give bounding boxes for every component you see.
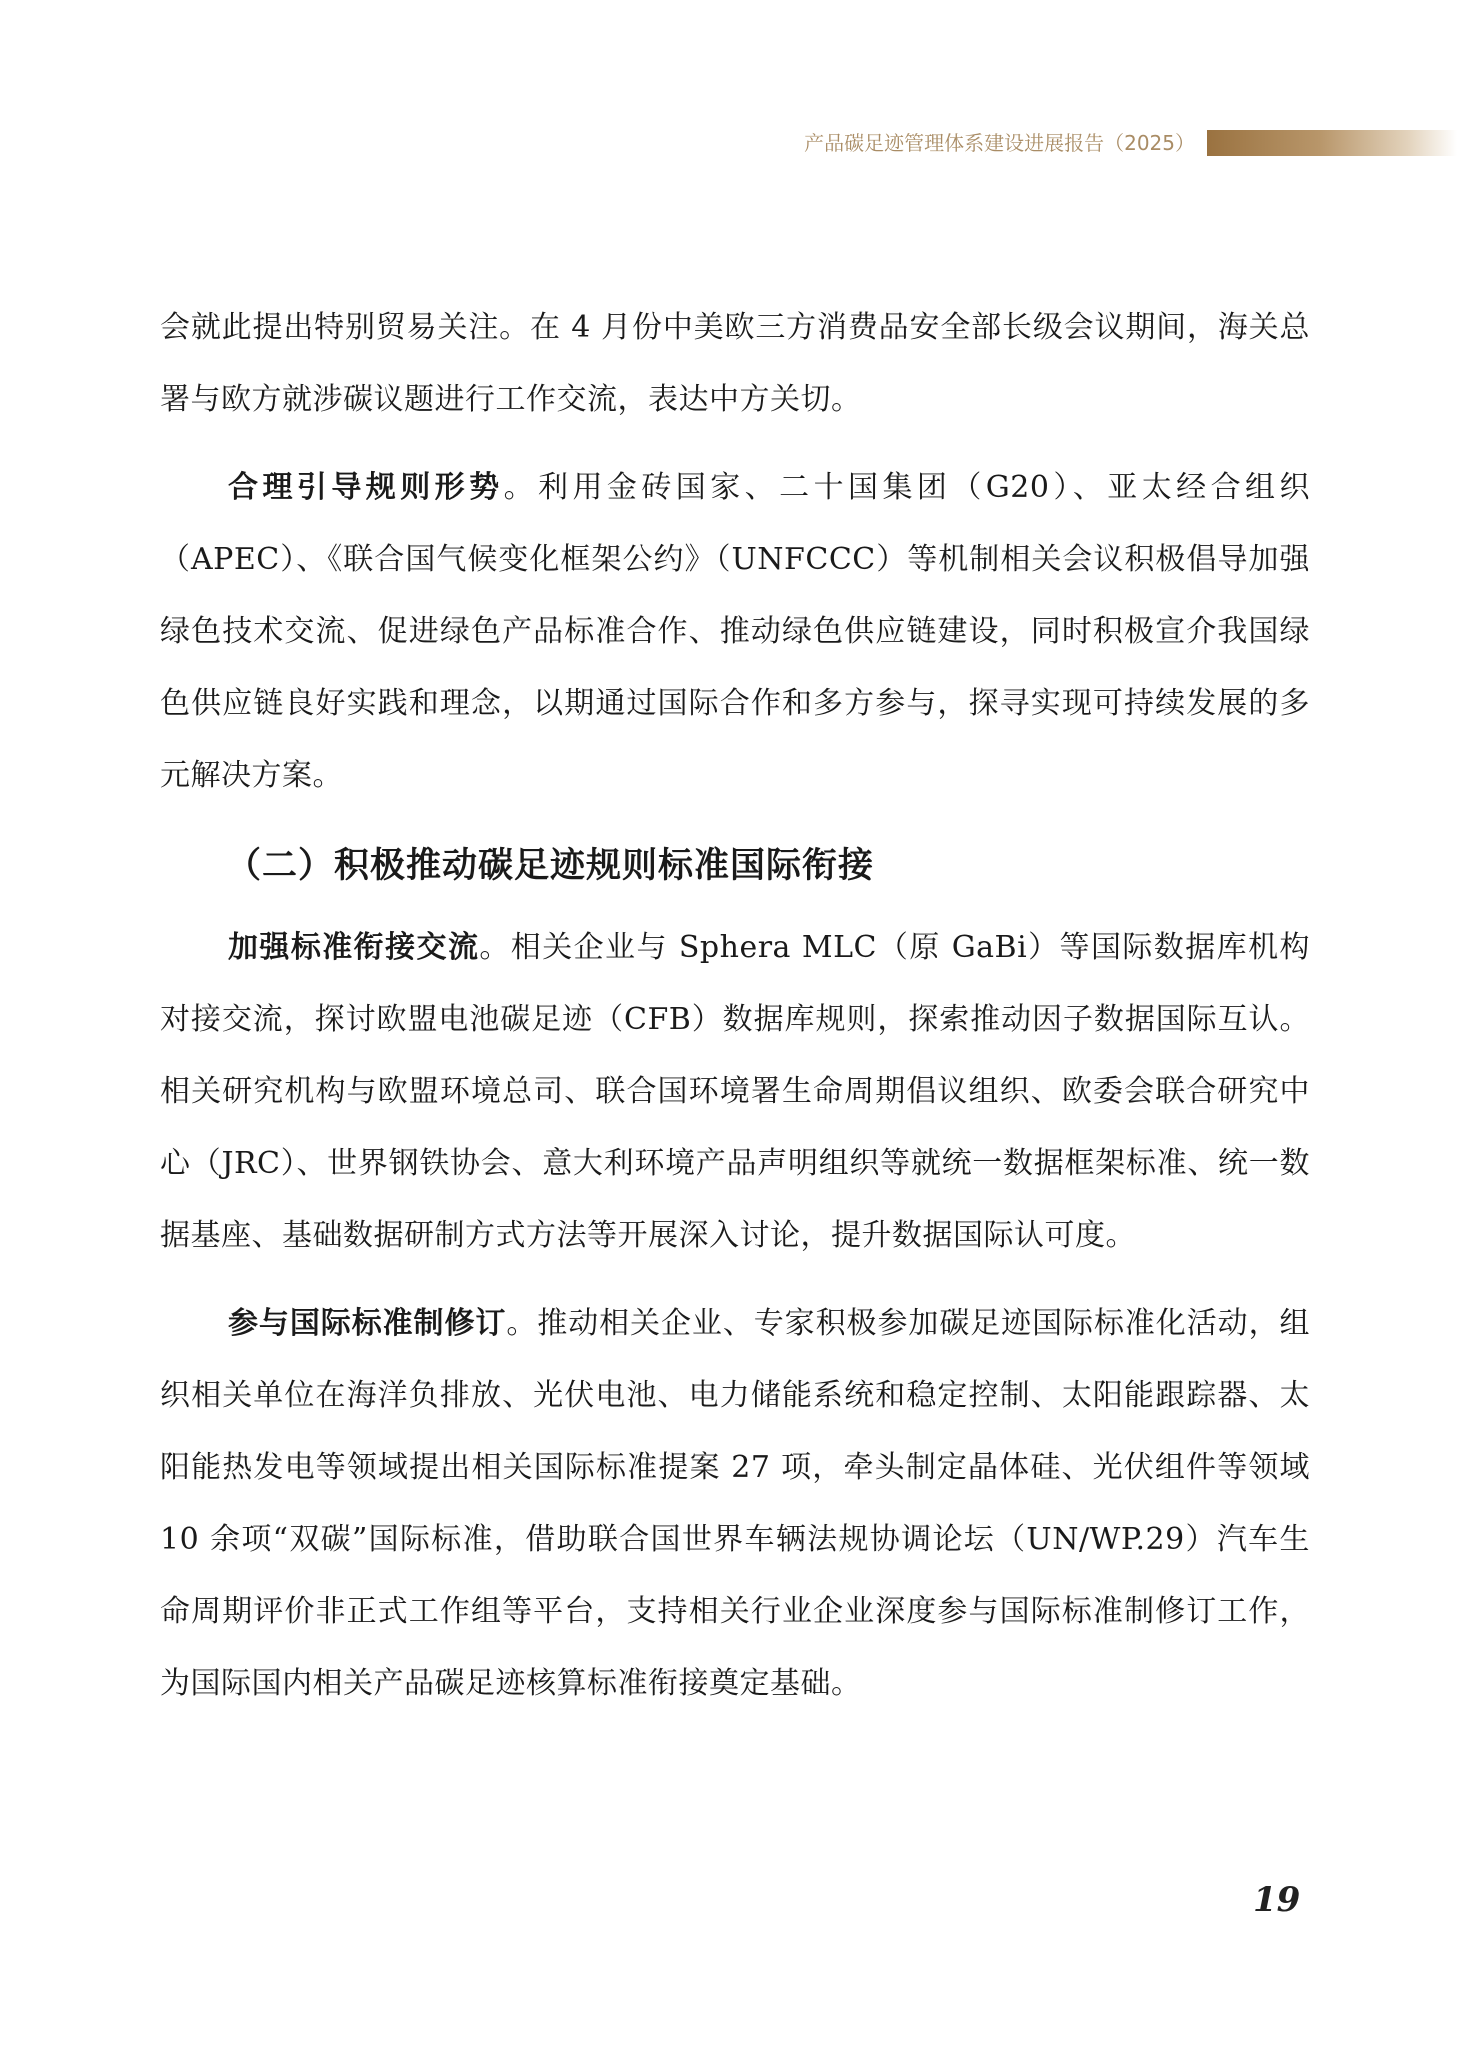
paragraph-lead-heading: 参与国际标准制修订 — [228, 1306, 507, 1341]
header-decorative-bar — [1207, 130, 1457, 156]
paragraph-text: 。相关企业与 Sphera MLC（原 GaBi）等国际数据库机构对接交流，探讨欧盟电池碳足迹（CFB）数据库规则，探索推动因子数据国际互认。相关研究机构与欧盟环境总司、联合国环境署生命周期倡议组织、欧委会联合研究中心（JRC）、世界钢铁协会、意大利环境产品声明组织等就统一数据框架标准、统一数据基座、基础数据研制方式方法等开展深入讨论，提升数据国际认可度。 — [160, 930, 1310, 1253]
paragraph-text: 。推动相关企业、专家积极参加碳足迹国际标准化活动，组织相关单位在海洋负排放、光伏电池、电力储能系统和稳定控制、太阳能跟踪器、太阳能热发电等领域提出相关国际标准提案 27 项，牵头制定晶体硅、光伏组件等领域 10 余项“双碳”国际标准，借助联合国世界车辆法规协调论坛（UN/WP.29）汽车生命周期评价非正式工作组等平台，支持相关行业企业深度参与国际标准制修订工作，为国际国内相关产品碳足迹核算标准衔接奠定基础。 — [160, 1306, 1311, 1701]
paragraph-text: 。利用金砖国家、二十国集团（G20）、亚太经合组织（APEC）、《联合国气候变化框架公约》（UNFCCC）等机制相关会议积极倡导加强绿色技术交流、促进绿色产品标准合作、推动绿色供应链建设，同时积极宣介我国绿色供应链良好实践和理念，以期通过国际合作和多方参与，探寻实现可持续发展的多元解决方案。 — [160, 470, 1310, 793]
paragraph-standards-exchange — [160, 912, 1310, 1272]
page-number: 19 — [1253, 1880, 1301, 1920]
paragraph-lead-heading: 合理引导规则形势 — [228, 470, 504, 505]
section-heading: （二）积极推动碳足迹规则标准国际衔接 — [226, 846, 875, 886]
paragraph-rule-guidance — [160, 452, 1310, 812]
paragraph-lead-heading: 加强标准衔接交流 — [228, 930, 480, 965]
paragraph-standards-revision — [160, 1288, 1310, 1720]
paragraph-continuation: 会就此提出特别贸易关注。在 4 月份中美欧三方消费品安全部长级会议期间，海关总署与欧方就涉碳议题进行工作交流，表达中方关切。 — [160, 310, 1310, 417]
running-header — [0, 126, 1457, 160]
page-body — [160, 292, 1310, 1720]
running-header-title: 产品碳足迹管理体系建设进展报告（2025） — [804, 131, 1195, 155]
